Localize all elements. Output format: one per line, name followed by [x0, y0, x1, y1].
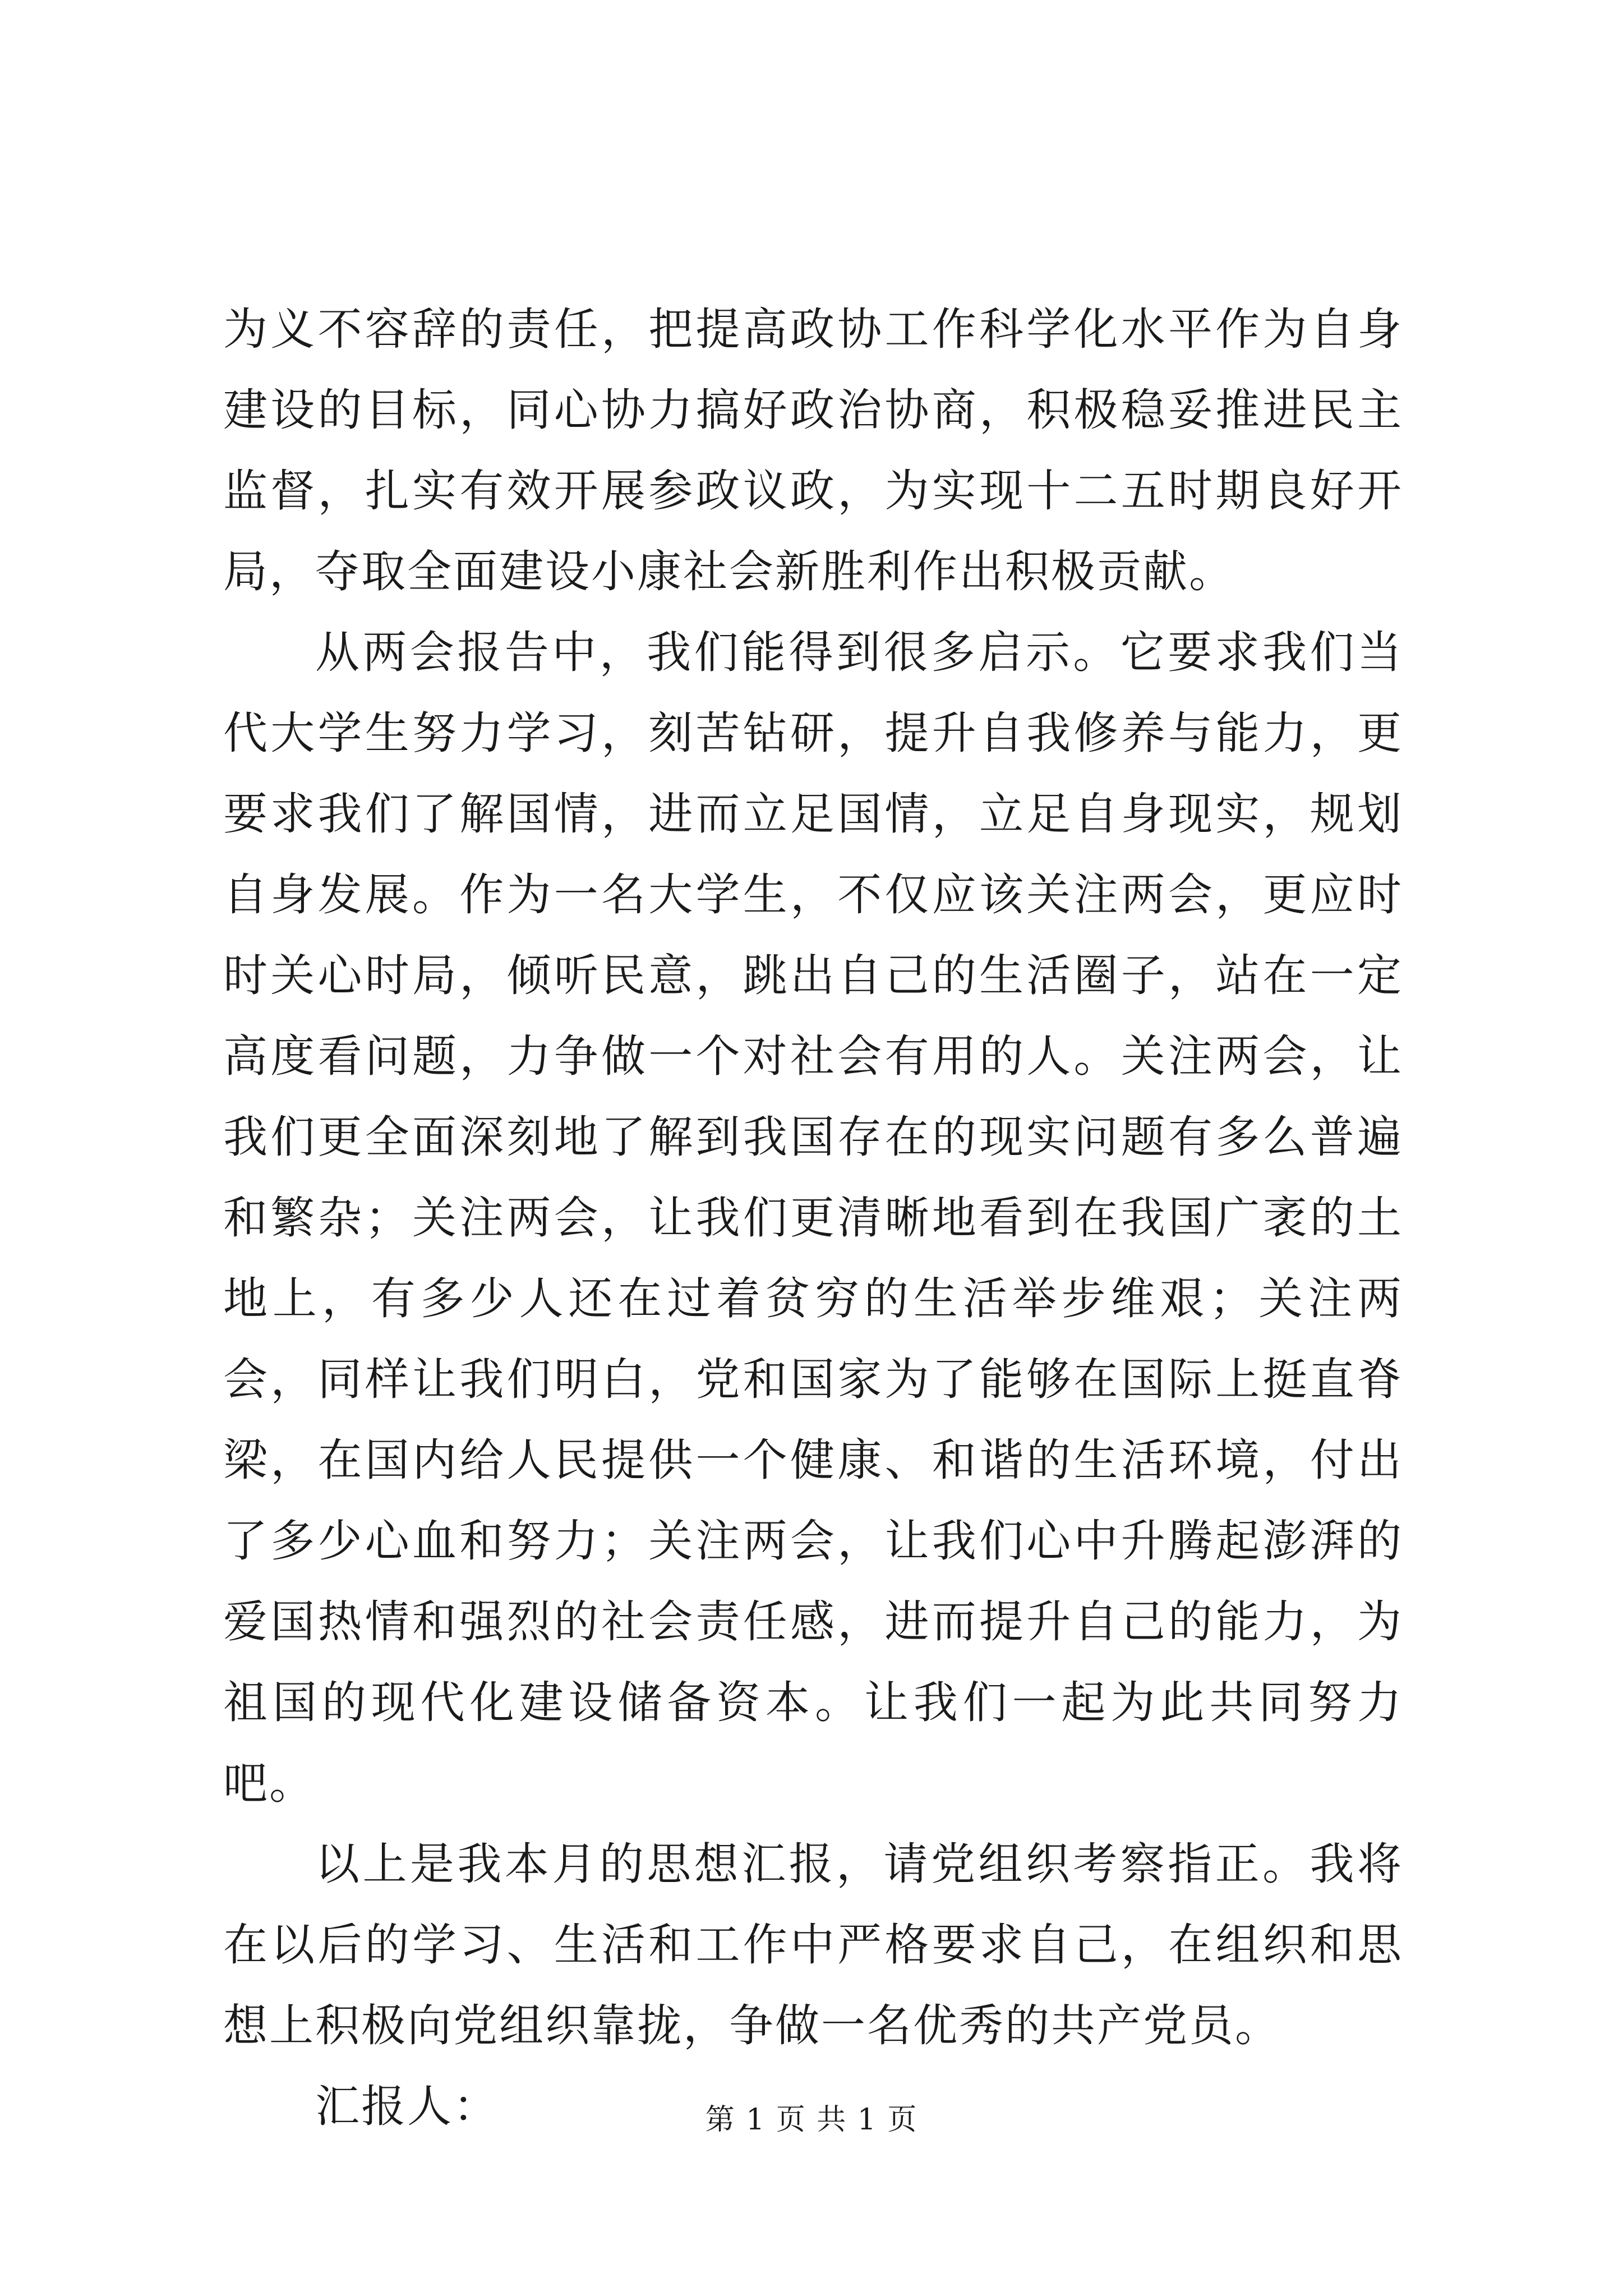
- reporter-line: 汇报人：: [315, 2081, 499, 2132]
- paragraph-3: 以上是我本月的思想汇报，请党组织考察指正。我将在以后的学习、生活和工作中严格要求自己，在组织和思想上积极向党组织靠拢，争做一名优秀的共产党员。: [223, 1838, 1403, 2051]
- page-footer: 第 1 页 共 1 页: [705, 2103, 918, 2137]
- document-body: [223, 289, 1403, 2147]
- paragraph-1: 为义不容辞的责任，把提高政协工作科学化水平作为自身建设的目标，同心协力搞好政治协商，积极稳妥推进民主监督，扎实有效开展参政议政，为实现十二五时期良好开局，夺取全面建设小康社会新胜利作出积极贡献。: [223, 303, 1403, 597]
- paragraph-2: 从两会报告中，我们能得到很多启示。它要求我们当代大学生努力学习，刻苦钻研，提升自我修养与能力，更要求我们了解国情，进而立足国情，立足自身现实，规划自身发展。作为一名大学生，不仅应该关注两会，更应时时关心时局，倾听民意，跳出自己的生活圈子，站在一定高度看问题，力争做一个对社会有用的人。关注两会，让我们更全面深刻地了解到我国存在的现实问题有多么普遍和繁杂；关注两会，让我们更清晰地看到在我国广袤的土地上，有多少人还在过着贫穷的生活举步维艰；关注两会，同样让我们明白，党和国家为了能够在国际上挺直脊梁，在国内给人民提供一个健康、和谐的生活环境，付出了多少心血和努力；关注两会，让我们心中升腾起澎湃的爱国热情和强烈的社会责任感，进而提升自己的能力，为祖国的现代化建设储备资本。让我们一起为此共同努力吧。: [223, 627, 1403, 1809]
